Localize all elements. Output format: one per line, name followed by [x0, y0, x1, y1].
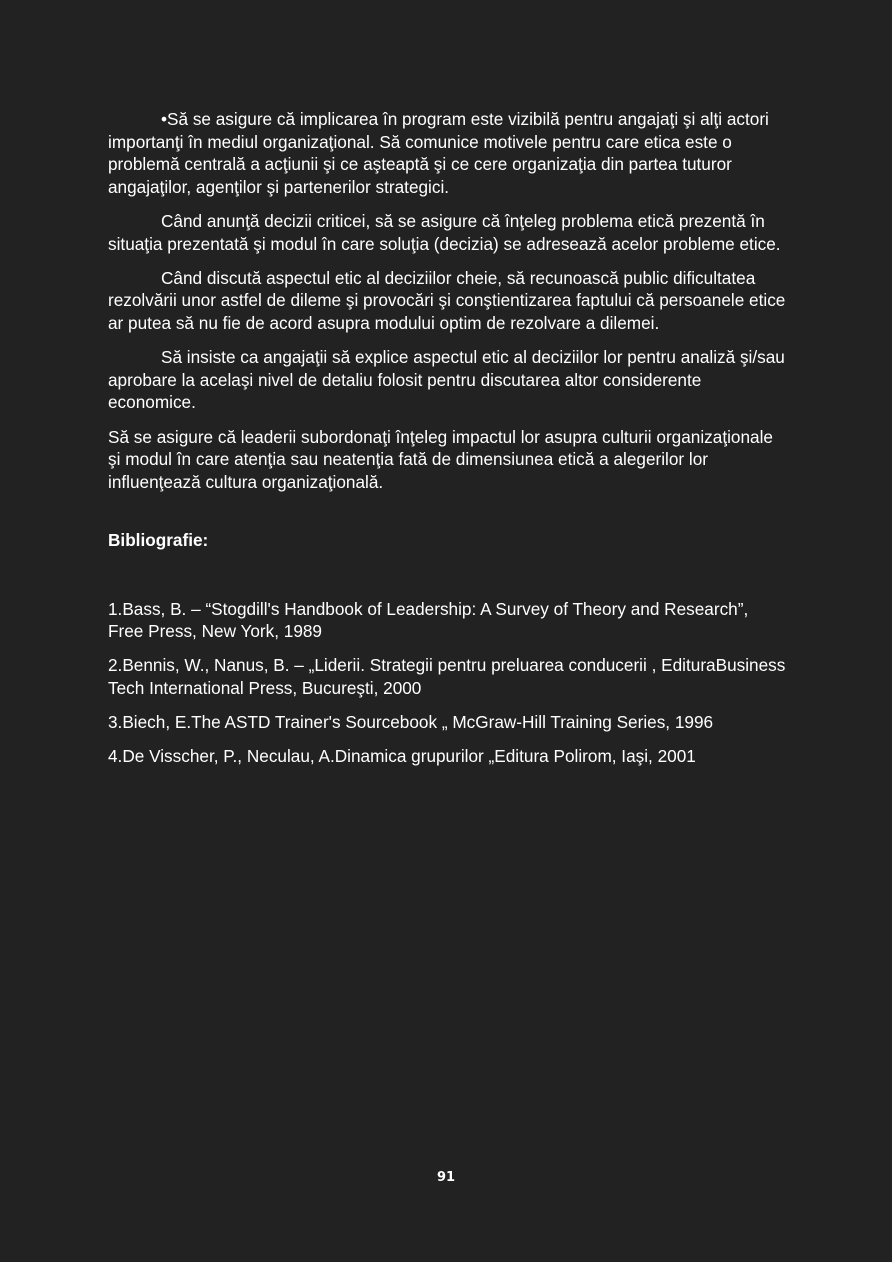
bibliography-heading: Bibliografie: [108, 530, 209, 551]
page-content [108, 108, 788, 779]
bibliography-list [108, 598, 788, 768]
paragraph-2: Când anunţă decizii criticei, să se asigure că înţeleg problema etică prezentă în situaţia prezentată şi modul în care soluţia (decizia) se adresează acelor probleme etice. [108, 210, 781, 254]
bibliography-item: 4.De Visscher, P., Neculau, A.Dinamica grupurilor „Editura Polirom, Iaşi, 2001 [108, 746, 696, 767]
bibliography-item: 2.Bennis, W., Nanus, B. – „Liderii. Strategii pentru preluarea conducerii , EdituraBusiness Tech International Press, Bucureşti, 2000 [108, 655, 786, 699]
paragraph-5: Să se asigure că leaderii subordonaţi înţeleg impactul lor asupra culturii organizaţionale şi modul în care atenţia sau neatenţia fată de dimensiunea etică a alegerilor lor influenţează cultura organizaţională. [108, 426, 773, 492]
paragraph-4: Să insiste ca angajaţii să explice aspectul etic al deciziilor lor pentru analiză şi/sau aprobare la acelaşi nivel de detaliu folosit pentru discutarea altor considerente economice. [108, 347, 785, 413]
paragraph-3: Când discută aspectul etic al deciziilor cheie, să recunoască public dificultatea rezolvării unor astfel de dileme şi provocări şi conştientizarea faptului că persoanele etice ar putea să nu fie de acord asupra modului optim de rezolvare a dilemei. [108, 267, 786, 333]
bibliography-item: 1.Bass, B. – “Stogdill's Handbook of Leadership: A Survey of Theory and Research”, Free Press, New York, 1989 [108, 598, 749, 642]
page-number: 91 [436, 1170, 456, 1185]
bibliography-item: 3.Biech, E.The ASTD Trainer's Sourcebook „ McGraw-Hill Training Series, 1996 [108, 712, 714, 733]
paragraph-1: •Să se asigure că implicarea în program este vizibilă pentru angajaţi şi alţi actori importanţi în mediul organizaţional. Să comunice motivele pentru care etica este o problemă centrală a acţiunii şi ce aşteaptă şi ce cere organizaţia din partea tuturor angajaţilor, agenţilor şi partenerilor strategici. [108, 109, 769, 197]
